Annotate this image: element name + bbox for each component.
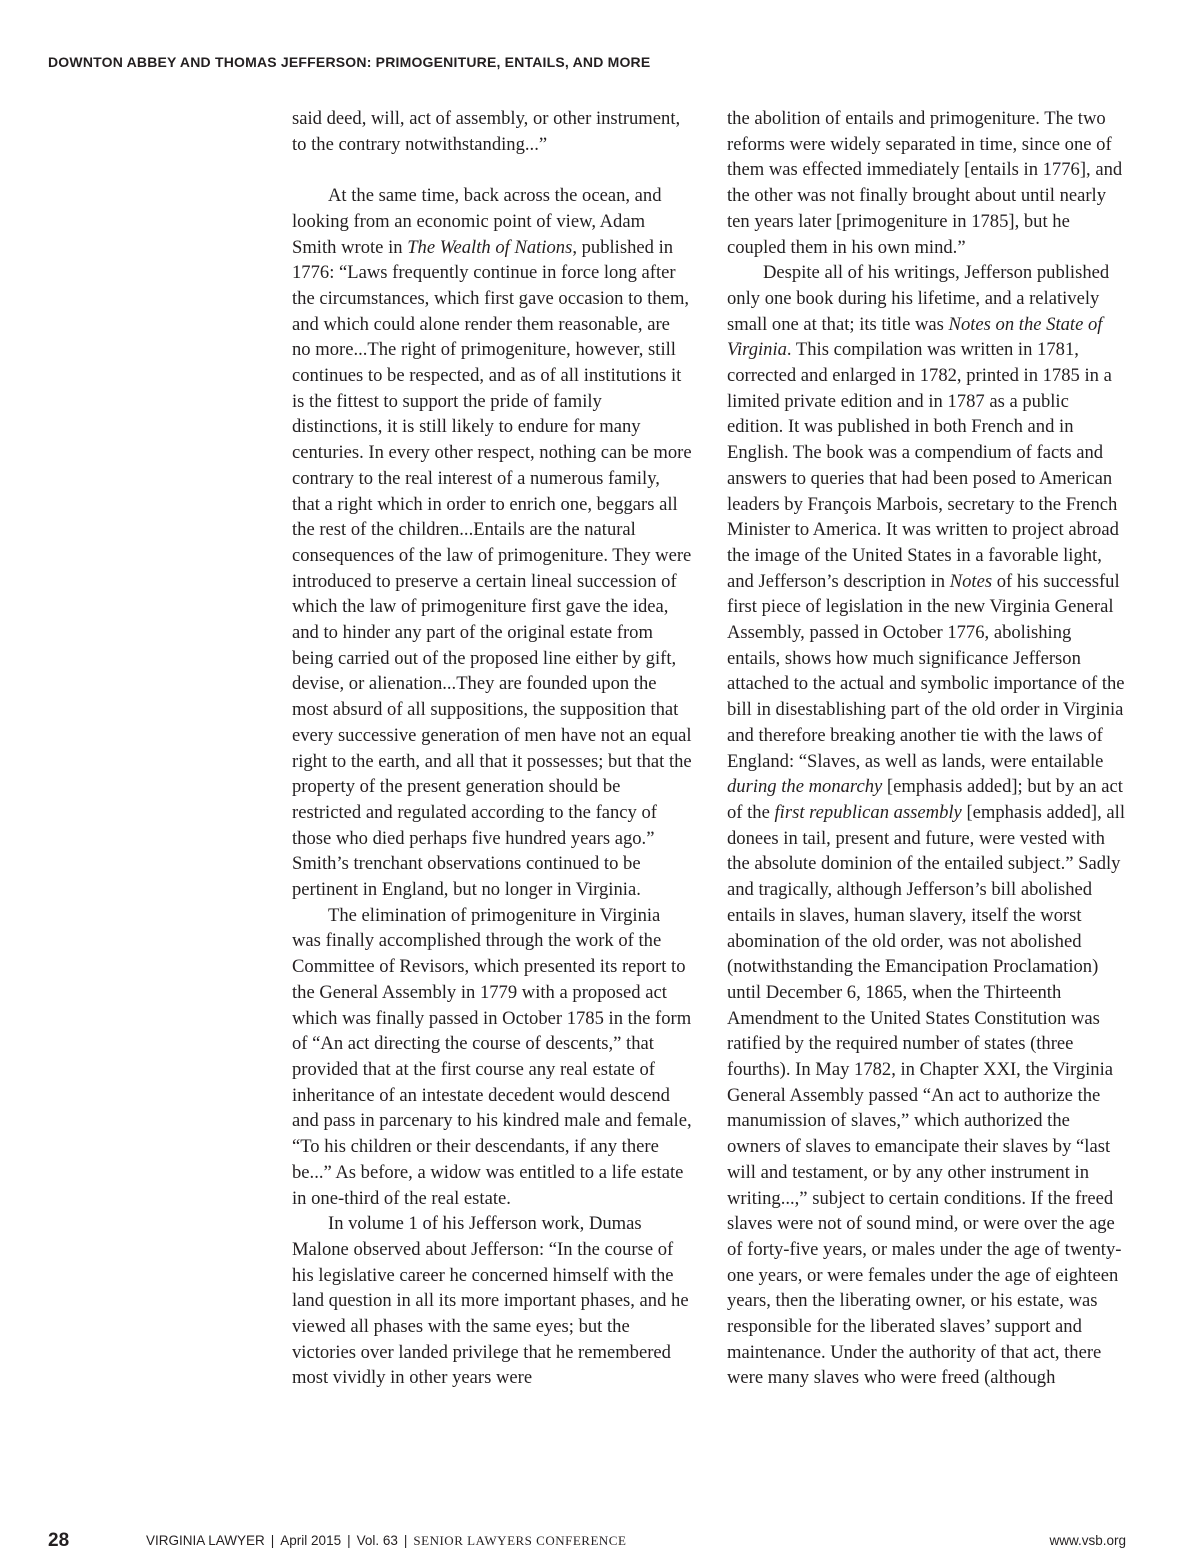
left-column (292, 106, 692, 1391)
book-title-italic: Notes on the State of Virginia (727, 313, 1103, 361)
text-run: of his successful first piece of legislation in the new Virginia General Assembly, passed in October 1776, abolishing entails, shows how much significance Jefferson attached to the actual and symbolic importance of the bill in disestablishing part of the old order in Virginia and therefore breaking another tie with the laws of England: “Slaves, as well as lands, were entailable (727, 570, 1125, 772)
paragraph-continued: the abolition of entails and primogeniture. The two reforms were widely separated in time, since one of them was effected immediately [entails in 1776], and the other was not finally brought about until nearly ten years later [primogeniture in 1785], but he coupled them in his own mind.” (727, 108, 1123, 258)
text-run: . This compilation was written in 1781, corrected and enlarged in 1782, printed in 1785 in a limited private edition and in 1787 as a public edition. It was published in both French and in English. The book was a compendium of facts and answers to queries that had been posed to American leaders by François Marbois, secretary to the French Minister to America. It was written to project abroad the image of the United States in a favorable light, and Jefferson’s description in (727, 339, 1119, 592)
paragraph-primogeniture-virginia: The elimination of primogeniture in Virginia was finally accomplished through the work of the Committee of Revisors, which presented its report to the General Assembly in 1779 with a proposed act which was finally passed in October 1785 in the form of “An act directing the course of descents,” that provided that at the first course any real estate of inheritance of an intestate decedent would descend and pass in parcenary to his kindred male and female, “To his children or their descendants, if any there be...” As before, a widow was entitled to a life estate in one-third of the real estate. (292, 904, 692, 1209)
text-run: , published in 1776: “Laws frequently continue in force long after the circumstances, which first gave occasion to them, and which could alone render them reasonable, are no more...The right of primogeniture, however, still continues to be respected, and as of all institutions it is the fittest to support the pride of family distinctions, it is still likely to endure for many centuries. In every other respect, nothing can be more contrary to the real interest of a numerous family, that a right which in order to enrich one, beggars all the rest of the children...Entails are the natural consequences of the law of primogeniture. They were introduced to preserve a certain lineal succession of which the law of primogeniture first gave the idea, and to hinder any part of the original estate from being carried out of the proposed line either by gift, devise, or alienation...They are founded upon the most absurd of all suppositions, the supposition that every successive generation of men have not an equal right to the earth, and all that it possesses; but that the property of the present generation should be restricted and regulated according to the fancy of those who died perhaps five hundred years ago.” Smith’s trenchant observations continued to be pertinent in England, but no longer in Virginia. (292, 236, 692, 901)
right-column (727, 106, 1125, 1391)
page-number: 28 (48, 1530, 70, 1551)
text-run: Despite all of his writings, Jefferson published only one book during his lifetime, and a relatively small one at that; its title was (727, 262, 1110, 335)
issue-date: April 2015 (280, 1533, 342, 1548)
paragraph-adam-smith (292, 183, 692, 903)
website-link[interactable]: www.vsb.org (1049, 1533, 1126, 1548)
volume: Vol. 63 (356, 1533, 398, 1548)
running-head: DOWNTON ABBEY AND THOMAS JEFFERSON: PRIMOGENITURE, ENTAILS, AND MORE (48, 54, 651, 70)
book-title-italic: Notes (949, 570, 993, 592)
separator: | (270, 1533, 275, 1548)
book-title-italic: The Wealth of Nations (407, 236, 573, 258)
footer-publication-line (146, 1533, 626, 1549)
page-footer (0, 1528, 1200, 1554)
publication-name: VIRGINIA LAWYER (146, 1533, 265, 1548)
emphasis-italic: during the monarchy (727, 776, 883, 798)
separator: | (347, 1533, 351, 1548)
section-name: SENIOR LAWYERS CONFERENCE (413, 1533, 627, 1548)
paragraph-dumas-malone: In volume 1 of his Jefferson work, Dumas Malone observed about Jefferson: “In the course of his legislative career he concerned himself with the land question in all its more important phases, and he viewed all phases with the same eyes; but the victories over landed privilege that he remembered most vividly in other years were (292, 1213, 689, 1389)
separator: | (403, 1533, 408, 1548)
text-run: At the same time, back across the ocean, and looking from an economic point of view, Adam Smith wrote in (292, 185, 662, 258)
text-run: [emphasis added], all donees in tail, present and future, were vested with the absolute dominion of the entailed subject.” Sadly and tragically, although Jefferson’s bill abolished entails in slaves, human slavery, itself the worst abomination of the old order, was not abolished (notwithstanding the Emancipation Proclamation) until December 6, 1865, when the Thirteenth Amendment to the United States Constitution was ratified by the required number of states (three fourths). In May 1782, in Chapter XXI, the Virginia General Assembly passed “An act to authorize the manumission of slaves,” which authorized the owners of slaves to emancipate their slaves by “last will and testament, or by any other instrument in writing...,” subject to certain conditions. If the freed slaves were not of sound mind, or were over the age of forty-five years, or males under the age of twenty-one years, or were females under the age of eighteen years, then the liberating owner, or his estate, was responsible for the liberated slaves’ support and maintenance. Under the authority of that act, there were many slaves who were freed (although (727, 801, 1125, 1389)
paragraph-notes-on-virginia (727, 260, 1125, 1391)
paragraph-gap (292, 157, 692, 183)
paragraph-continued: said deed, will, act of assembly, or other instrument, to the contrary notwithstanding...” (292, 108, 681, 155)
text-run: [emphasis added]; but by an act of the (727, 776, 1123, 823)
emphasis-italic: first republican assembly (774, 801, 962, 823)
